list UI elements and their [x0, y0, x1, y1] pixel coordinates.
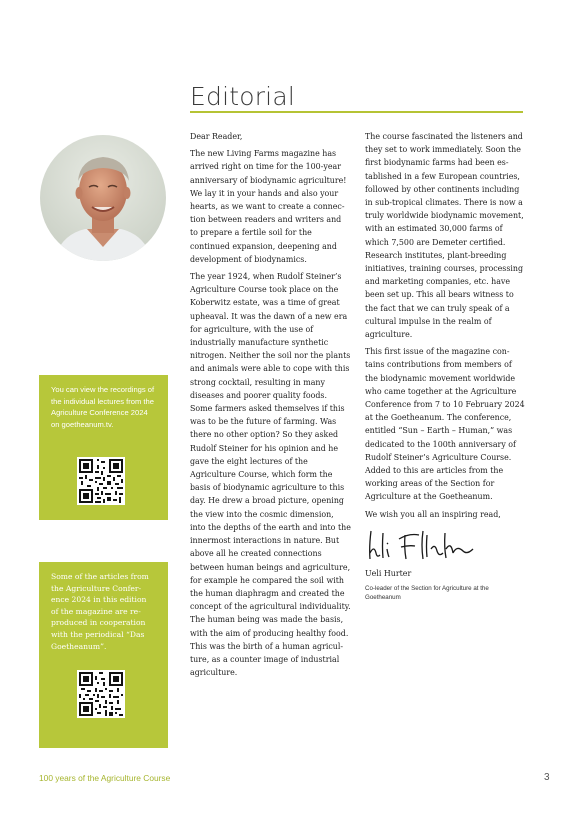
paragraph: The new Living Farms magazine has arrived right on time for the 100-year anniversary of biodynamic agriculture! We lay it in your hands and also your hearts, as we want to create a connection between readers and writers and to prepare a fertile soil for the continued expansion, deepening and development of biodynamics.	[190, 149, 347, 264]
qr-code-icon[interactable]	[77, 457, 125, 505]
paragraph: This first issue of the magazine contains contributions from members of the biodynamic movement worldwide who came together at the Agriculture Conference from 7 to 10 February 2024 at the Goetheanum. The conference, entitled “Sun – Earth – Human,” was dedicated to the 100th anniversary of Rudolf Steiner’s Agriculture Course. Added to this are articles from the working areas of the Section for Agriculture at the Goetheanum.	[365, 347, 525, 502]
info-box-articles-text: Some of the articles from the Agriculture Conference 2024 in this edition of the magazine are reproduced in cooperation with the periodical “Das Goetheanum”.	[51, 572, 149, 651]
paragraph: The course fascinated the listeners and they set to work immediately. Soon the first biodynamic farms had been established in a few European countries, followed by other continents including in sub-tropical climates. There is now a truly worldwide biodynamic movement, with an estimated 30,000 farms of which 7,500 are Demeter certified. Research institutes, plant-breeding initiatives, training courses, processing and marketing companies, etc. have been set up. This all bears witness to the fact that we can truly speak of a cultural impulse in the realm of agriculture.	[365, 132, 524, 340]
paragraph: The year 1924, when Rudolf Steiner’s Agriculture Course took place on the Koberwitz estate, was a time of great upheaval. It was the dawn of a new era for agriculture, with the use of industrially manufacture synthetic nitrogen. Neither the soil nor the plants and animals were able to cope with this strong cocktail, resulting in many diseases and poorer quality foods. Some farmers asked themselves if this was to be the future of farming. Was there no other option? So they asked Rudolf Steiner for his opinion and he gave the eight lectures of the Agriculture Course, which form the basis of biodynamic agriculture to this day. He drew a broad picture, opening the view into the cosmic dimension, into the depths of the earth and into the innermost interactions in nature. But above all he created connections between human beings and agriculture, for example he compared the soil with the human diaphragm and created the concept of the agricultural individuality. The human being was made the basis, with the aim of producing healthy food. This was the birth of a human agriculture, as a counter image of industrial agriculture.	[190, 272, 351, 678]
page-title: Editorial	[190, 82, 295, 111]
portrait-illustration	[40, 135, 166, 261]
info-box-recordings	[39, 375, 168, 520]
body-column-2	[365, 130, 526, 606]
signer-name: Ueli Hurter	[365, 568, 412, 578]
signature-image	[365, 525, 505, 565]
body-column-1	[190, 130, 351, 683]
info-box-recordings-text: You can view the recordings of the individual lectures from the Agriculture Conference 2024 on goetheanum.tv.	[51, 385, 155, 429]
title-rule	[190, 111, 523, 113]
footer-running-title: 100 years of the Agriculture Course	[39, 773, 171, 783]
qr-code-icon[interactable]	[77, 670, 125, 718]
page-number: 3	[544, 772, 550, 783]
portrait-photo	[40, 135, 166, 261]
closing-line: We wish you all an inspiring read,	[365, 509, 501, 519]
info-box-articles	[39, 562, 168, 748]
salutation: Dear Reader,	[190, 132, 243, 141]
signer-role: Co-leader of the Section for Agriculture at the Goetheanum	[365, 585, 489, 602]
